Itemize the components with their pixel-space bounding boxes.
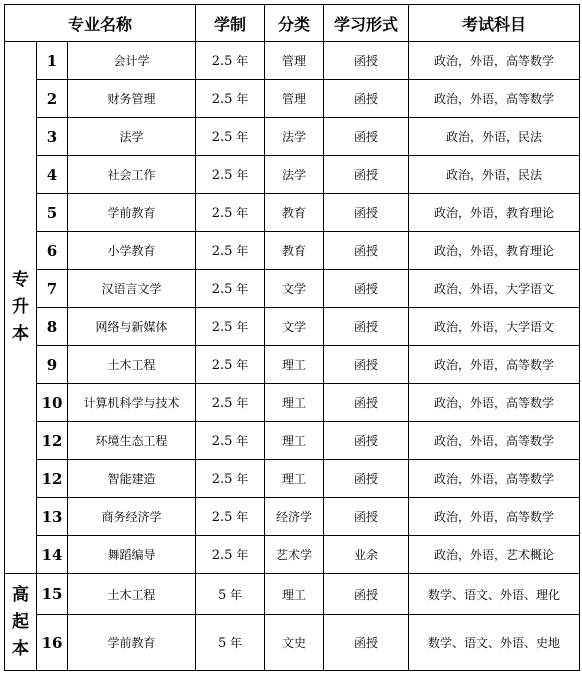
duration-cell	[196, 194, 265, 232]
row-number: 12	[37, 422, 68, 460]
duration-unit: 年	[230, 587, 243, 602]
row-number: 12	[37, 460, 68, 498]
table-row	[5, 270, 580, 308]
table-row	[5, 156, 580, 194]
table-row	[5, 42, 580, 80]
duration-unit: 年	[236, 434, 249, 448]
major-name: 财务管理	[68, 80, 196, 118]
program-level-char: 升	[12, 297, 29, 317]
header-exam-subjects: 考试科目	[409, 5, 580, 42]
program-level-char: 专	[12, 270, 29, 290]
row-number: 14	[37, 536, 68, 574]
exam-subjects-cell: 政治，外语，民法	[409, 118, 580, 156]
major-name: 舞蹈编导	[68, 536, 196, 574]
duration-unit: 年	[236, 54, 249, 68]
header-duration: 学制	[196, 5, 265, 42]
exam-subjects-cell: 政治，外语，高等数学	[409, 346, 580, 384]
category-cell: 管理	[265, 80, 324, 118]
study-mode-cell: 函授	[324, 156, 409, 194]
duration-unit: 年	[236, 472, 249, 486]
table-row	[5, 384, 580, 422]
exam-subjects-cell: 政治，外语，高等数学	[409, 80, 580, 118]
duration-value: 2.5	[211, 54, 233, 69]
duration-cell	[196, 42, 265, 80]
duration-cell	[196, 422, 265, 460]
major-name: 商务经济学	[68, 498, 196, 536]
table-row	[5, 422, 580, 460]
duration-value: 5	[217, 636, 227, 651]
exam-subjects-cell: 政治，外语，高等数学	[409, 422, 580, 460]
duration-value: 2.5	[211, 434, 233, 449]
category-cell: 管理	[265, 42, 324, 80]
study-mode-cell: 函授	[324, 498, 409, 536]
duration-unit: 年	[236, 320, 249, 334]
major-name: 汉语言文学	[68, 270, 196, 308]
row-number: 7	[37, 270, 68, 308]
exam-subjects-cell: 政治，外语，大学语文	[409, 270, 580, 308]
study-mode-cell: 业余	[324, 536, 409, 574]
category-cell: 法学	[265, 156, 324, 194]
row-number: 4	[37, 156, 68, 194]
exam-subjects-cell: 政治，外语，教育理论	[409, 194, 580, 232]
program-level-char: 起	[12, 611, 29, 632]
major-name: 网络与新媒体	[68, 308, 196, 346]
exam-subjects-cell: 政治，外语，民法	[409, 156, 580, 194]
duration-value: 2.5	[211, 168, 233, 183]
table-row	[5, 80, 580, 118]
majors-table	[4, 4, 580, 671]
duration-unit: 年	[236, 168, 249, 182]
row-number: 3	[37, 118, 68, 156]
study-mode-cell: 函授	[324, 308, 409, 346]
duration-unit: 年	[236, 244, 249, 258]
major-name: 社会工作	[68, 156, 196, 194]
category-cell: 理工	[265, 422, 324, 460]
row-number: 15	[37, 574, 68, 615]
study-mode-cell: 函授	[324, 574, 409, 615]
category-cell: 理工	[265, 460, 324, 498]
duration-value: 5	[217, 587, 227, 603]
category-cell: 理工	[265, 574, 324, 615]
duration-cell	[196, 460, 265, 498]
duration-unit: 年	[236, 548, 249, 562]
exam-subjects-cell: 数学、语文、外语、史地	[409, 615, 580, 671]
duration-unit: 年	[236, 130, 249, 144]
duration-cell	[196, 615, 265, 671]
header-study-mode: 学习形式	[324, 5, 409, 42]
duration-value: 2.5	[211, 548, 233, 563]
duration-value: 2.5	[211, 510, 233, 525]
header-major: 专业名称	[5, 5, 196, 42]
category-cell: 理工	[265, 384, 324, 422]
exam-subjects-cell: 政治，外语，高等数学	[409, 498, 580, 536]
table-row	[5, 574, 580, 615]
program-level-char: 本	[12, 638, 29, 659]
duration-cell	[196, 156, 265, 194]
study-mode-cell: 函授	[324, 118, 409, 156]
duration-unit: 年	[236, 282, 249, 296]
category-cell: 艺术学	[265, 536, 324, 574]
major-name: 计算机科学与技术	[68, 384, 196, 422]
program-level-char: 高	[12, 584, 29, 605]
category-cell: 法学	[265, 118, 324, 156]
duration-value: 2.5	[211, 472, 233, 487]
table-row	[5, 118, 580, 156]
category-cell: 文学	[265, 308, 324, 346]
exam-subjects-cell: 政治，外语，高等数学	[409, 42, 580, 80]
duration-cell	[196, 384, 265, 422]
study-mode-cell: 函授	[324, 422, 409, 460]
row-number: 5	[37, 194, 68, 232]
study-mode-cell: 函授	[324, 346, 409, 384]
duration-unit: 年	[236, 358, 249, 372]
duration-cell	[196, 80, 265, 118]
table-row	[5, 232, 580, 270]
header-row	[5, 5, 580, 42]
major-name: 会计学	[68, 42, 196, 80]
category-cell: 文学	[265, 270, 324, 308]
duration-value: 2.5	[211, 244, 233, 259]
duration-cell	[196, 574, 265, 615]
row-number: 2	[37, 80, 68, 118]
category-cell: 教育	[265, 194, 324, 232]
row-number: 16	[37, 615, 68, 671]
study-mode-cell: 函授	[324, 80, 409, 118]
duration-cell	[196, 346, 265, 384]
row-number: 6	[37, 232, 68, 270]
duration-value: 2.5	[211, 396, 233, 411]
study-mode-cell: 函授	[324, 194, 409, 232]
major-name: 学前教育	[68, 194, 196, 232]
duration-cell	[196, 232, 265, 270]
duration-unit: 年	[236, 510, 249, 524]
row-number: 8	[37, 308, 68, 346]
program-level-label	[5, 42, 37, 574]
program-level-char: 本	[12, 324, 29, 344]
row-number: 13	[37, 498, 68, 536]
study-mode-cell: 函授	[324, 232, 409, 270]
exam-subjects-cell: 政治，外语，高等数学	[409, 460, 580, 498]
program-level-label	[5, 574, 37, 671]
table-row	[5, 346, 580, 384]
table-row	[5, 460, 580, 498]
duration-unit: 年	[236, 396, 249, 410]
study-mode-cell: 函授	[324, 384, 409, 422]
row-number: 9	[37, 346, 68, 384]
duration-cell	[196, 498, 265, 536]
duration-value: 2.5	[211, 358, 233, 373]
duration-value: 2.5	[211, 282, 233, 297]
category-cell: 教育	[265, 232, 324, 270]
row-number: 10	[37, 384, 68, 422]
header-category: 分类	[265, 5, 324, 42]
duration-cell	[196, 118, 265, 156]
exam-subjects-cell: 政治，外语，大学语文	[409, 308, 580, 346]
exam-subjects-cell: 政治，外语，艺术概论	[409, 536, 580, 574]
major-name: 土木工程	[68, 346, 196, 384]
table-row	[5, 498, 580, 536]
major-name: 法学	[68, 118, 196, 156]
study-mode-cell: 函授	[324, 460, 409, 498]
duration-value: 2.5	[211, 320, 233, 335]
major-name: 环境生态工程	[68, 422, 196, 460]
study-mode-cell: 函授	[324, 270, 409, 308]
exam-subjects-cell: 数学、语文、外语、理化	[409, 574, 580, 615]
duration-value: 2.5	[211, 206, 233, 221]
table-row	[5, 615, 580, 671]
duration-cell	[196, 270, 265, 308]
duration-value: 2.5	[211, 92, 233, 107]
row-number: 1	[37, 42, 68, 80]
duration-value: 2.5	[211, 130, 233, 145]
table-row	[5, 308, 580, 346]
exam-subjects-cell: 政治，外语，教育理论	[409, 232, 580, 270]
category-cell: 经济学	[265, 498, 324, 536]
table-row	[5, 194, 580, 232]
duration-unit: 年	[236, 206, 249, 220]
duration-unit: 年	[230, 636, 243, 650]
major-name: 智能建造	[68, 460, 196, 498]
category-cell: 理工	[265, 346, 324, 384]
major-name: 小学教育	[68, 232, 196, 270]
duration-unit: 年	[236, 92, 249, 106]
category-cell: 文史	[265, 615, 324, 671]
duration-cell	[196, 536, 265, 574]
study-mode-cell: 函授	[324, 42, 409, 80]
exam-subjects-cell: 政治，外语，高等数学	[409, 384, 580, 422]
duration-cell	[196, 308, 265, 346]
major-name: 学前教育	[68, 615, 196, 671]
major-name: 土木工程	[68, 574, 196, 615]
table-row	[5, 536, 580, 574]
study-mode-cell: 函授	[324, 615, 409, 671]
